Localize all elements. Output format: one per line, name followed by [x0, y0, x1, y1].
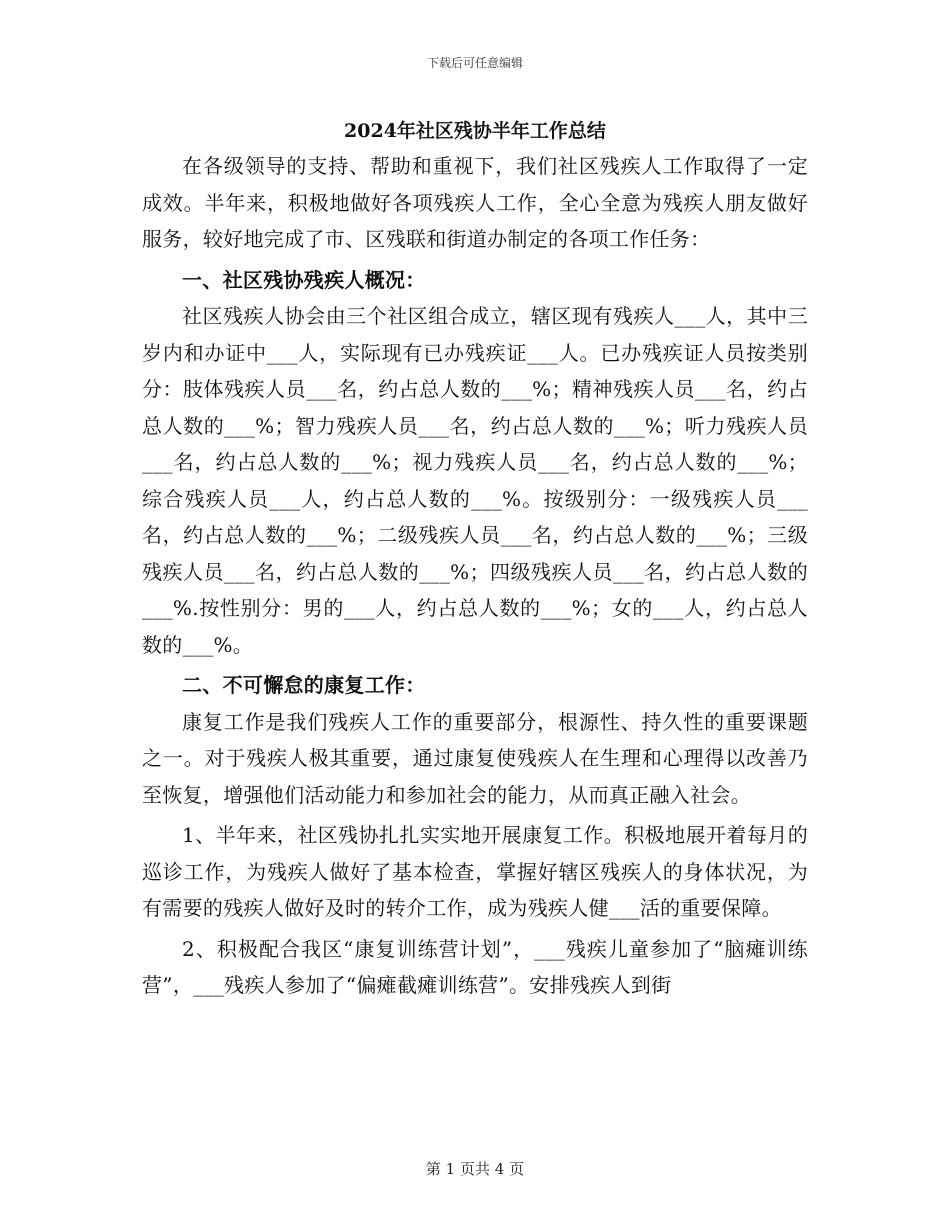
page-number: 第 1 页共 4 页 — [425, 1160, 525, 1178]
section2-item1: 1、半年来，社区残协扎扎实实地开展康复工作。积极地展开着每月的巡诊工作，为残疾人做好了基本检查，掌握好辖区残疾人的身体状况，为有需要的残疾人做好及时的转介工作，成为残疾人健___活的重要保障。 — [142, 823, 808, 920]
section1-paragraph: 社区残疾人协会由三个社区组合成立，辖区现有残疾人___人，其中三岁内和办证中___人，实际现有已办残疾证___人。已办残疾证人员按类别分：肢体残疾人员___名，约占总人数的___%；精神残疾人员___名，约占总人数的___%；智力残疾人员___名，约占总人数的___%；听力残疾人员___名，约占总人数的___%；视力残疾人员___名，约占总人数的___%；综合残疾人员___人，约占总人数的___%。按级别分：一级残疾人员___名，约占总人数的___%；二级残疾人员___名，约占总人数的___%；三级残疾人员___名，约占总人数的___%；四级残疾人员___名，约占总人数的___%.按性别分：男的___人，约占总人数的___%；女的___人，约占总人数的___%。 — [142, 304, 808, 657]
section2-item2: 2、积极配合我区“康复训练营计划”，___残疾儿童参加了“脑瘫训练营”，___残疾人参加了“偏瘫截瘫训练营”。安排残疾人到街 — [142, 936, 808, 997]
section1-heading: 一、社区残协残疾人概况： — [182, 267, 426, 292]
document-body — [142, 148, 808, 1004]
intro-paragraph: 在各级领导的支持、帮助和重视下，我们社区残疾人工作取得了一定成效。半年来，积极地做好各项残疾人工作，全心全意为残疾人朋友做好服务，较好地完成了市、区残联和街道办制定的各项工作任务： — [142, 154, 808, 251]
section2-heading: 二、不可懈怠的康复工作： — [182, 673, 426, 697]
document-title: 2024年社区残协半年工作总结 — [344, 120, 606, 142]
page-header-note: 下载后可任意编辑 — [426, 56, 523, 70]
section2-paragraph: 康复工作是我们残疾人工作的重要部分，根源性、持久性的重要课题之一。对于残疾人极其重要，通过康复使残疾人在生理和心理得以改善乃至恢复，增强他们活动能力和参加社会的能力，从而真正融入社会。 — [142, 709, 808, 807]
